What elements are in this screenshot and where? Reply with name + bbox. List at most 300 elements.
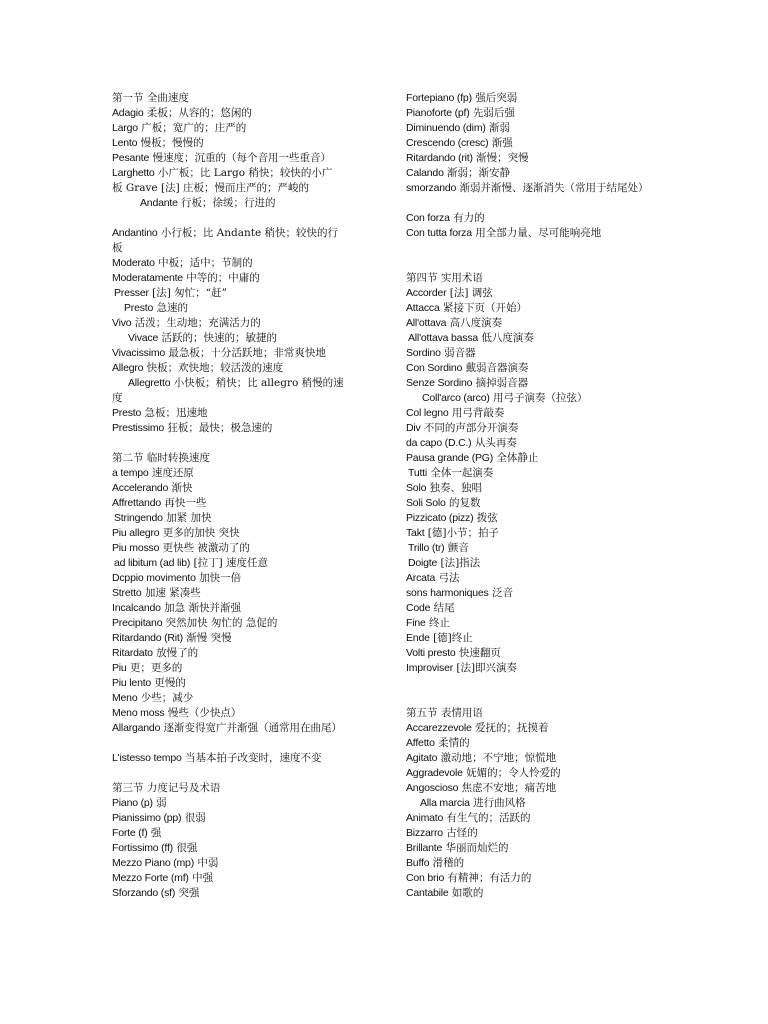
definition: 更多的加快 突快 [159, 527, 240, 539]
glossary-entry [112, 811, 352, 826]
definition: 小快板；稍快；比 allegro 稍慢的速 [170, 377, 344, 389]
term: Tutti [408, 467, 428, 479]
definition: 强后突弱 [471, 92, 518, 104]
glossary-entry [112, 601, 352, 616]
term: Doigte [408, 557, 438, 569]
glossary-entry [406, 601, 706, 616]
glossary-entry [406, 886, 706, 901]
term: sons harmoniques [406, 587, 489, 599]
definition: 摘掉弱音器 [472, 377, 529, 389]
definition: 独奏、独唱 [426, 482, 483, 494]
definition: 速度还原 [148, 467, 194, 479]
glossary-entry [112, 346, 352, 361]
term: Fortissimo (ff) [112, 842, 173, 854]
text-line [406, 706, 706, 721]
term: Pianoforte (pf) [406, 107, 470, 119]
definition: 加急 渐快并渐强 [160, 602, 241, 614]
definition: 更；更多的 [126, 662, 183, 674]
glossary-entry [406, 841, 706, 856]
definition: 泛音 [488, 587, 513, 599]
definition: [拉丁] 速度任意 [190, 557, 269, 569]
term: Ende [406, 632, 430, 644]
glossary-entry [406, 346, 706, 361]
term: Ritardando (Rit) [112, 632, 183, 644]
term: Con tutta forza [406, 227, 472, 239]
glossary-entry [406, 766, 706, 781]
term: Sordino [406, 347, 441, 359]
term: Allegro [112, 362, 144, 374]
term: All'ottava [406, 317, 447, 329]
term: Calando [406, 167, 444, 179]
definition: 活跃的；快速的；敏捷的 [158, 332, 277, 344]
glossary-entry [112, 166, 352, 181]
text-line [112, 391, 352, 406]
term: Attacca [406, 302, 440, 314]
definition: 再快一些 [160, 497, 207, 509]
definition: 中板；适中；节制的 [154, 257, 253, 269]
term: Crescendo (cresc) [406, 137, 489, 149]
definition: 快板；欢快地；较活泼的速度 [143, 362, 284, 374]
term: Ritardando (rit) [406, 152, 473, 164]
definition: 很强 [172, 842, 198, 854]
definition: 当基本拍子改变时，速度不变 [181, 752, 322, 764]
term: Vivacissimo [112, 347, 166, 359]
glossary-entry [406, 106, 706, 121]
definition: 最急板；十分活跃地；非常爽快地 [165, 347, 326, 359]
term: Accarezzevole [406, 722, 472, 734]
glossary-entry [406, 496, 706, 511]
term: Piu lento [112, 677, 152, 689]
definition: 终止 [425, 617, 450, 629]
term: Piu allegro [112, 527, 160, 539]
glossary-entry [112, 631, 352, 646]
text-line [112, 241, 352, 256]
glossary-entry [112, 481, 352, 496]
definition: 突强 [175, 887, 200, 899]
definition: 柔情的 [434, 737, 470, 749]
term: Pizzicato (pizz) [406, 512, 474, 524]
definition: 先弱后强 [469, 107, 515, 119]
definition: 加紧 加快 [162, 512, 212, 524]
right-column [406, 91, 706, 901]
definition: 的复数 [445, 497, 481, 509]
glossary-entry [406, 556, 706, 571]
definition: 少些；减少 [137, 692, 194, 704]
glossary-entry [406, 421, 706, 436]
definition: 渐慢 突慢 [182, 632, 232, 644]
glossary-entry [112, 106, 352, 121]
glossary-entry [112, 691, 352, 706]
glossary-entry [112, 796, 352, 811]
glossary-entry [112, 511, 352, 526]
glossary-entry [406, 436, 706, 451]
term: Pesante [112, 152, 150, 164]
term: Col legno [406, 407, 449, 419]
definition: 中强 [188, 872, 214, 884]
definition: 有精神；有活力的 [444, 872, 532, 884]
term: Con Sordino [406, 362, 463, 374]
glossary-entry [406, 211, 706, 226]
glossary-entry [406, 316, 706, 331]
term: Presto [112, 407, 142, 419]
term: Piu mosso [112, 542, 160, 554]
term: Senze Sordino [406, 377, 473, 389]
term: All'ottava bassa [408, 332, 479, 344]
blank-line [406, 691, 706, 706]
blank-line [112, 736, 352, 751]
glossary-entry [406, 721, 706, 736]
definition: 进行曲风格 [469, 797, 526, 809]
definition: 小行板；比 Andante 稍快；较快的行 [157, 227, 339, 239]
term: Sforzando (sf) [112, 887, 176, 899]
glossary-entry [406, 391, 706, 406]
glossary-entry [406, 796, 706, 811]
term: Dcppio movimento [112, 572, 196, 584]
term: L'istesso tempo [112, 752, 182, 764]
definition: 加快一倍 [195, 572, 242, 584]
blank-line [406, 196, 706, 211]
glossary-entry [112, 586, 352, 601]
glossary-entry [406, 181, 706, 196]
glossary-entry [112, 361, 352, 376]
glossary-entry [406, 781, 706, 796]
term: Larghetto [112, 167, 155, 179]
glossary-entry [406, 151, 706, 166]
term: Meno moss [112, 707, 165, 719]
term: Moderatamente [112, 272, 183, 284]
glossary-entry [406, 871, 706, 886]
glossary-entry [112, 376, 352, 391]
term: Div [406, 422, 421, 434]
term: Adagio [112, 107, 144, 119]
definition: [法] 匆忙；“赶” [148, 287, 227, 299]
glossary-entry [406, 661, 706, 676]
glossary-entry [112, 526, 352, 541]
definition: 慢速度；沉重的（每个音用一些重音） [149, 152, 331, 164]
term: Vivace [128, 332, 159, 344]
term: da capo (D.C.) [406, 437, 472, 449]
definition: 渐强 [488, 137, 513, 149]
definition: 全体一起演奏 [427, 467, 494, 479]
term: Improviser [406, 662, 454, 674]
blank-line [406, 256, 706, 271]
glossary-entry [112, 136, 352, 151]
line-text: 第三节 力度记号及术语 [112, 782, 221, 794]
glossary-entry [112, 466, 352, 481]
definition: 紧接下页（开始） [439, 302, 527, 314]
definition: 颤音 [444, 542, 469, 554]
definition: 更快些 被激动了的 [159, 542, 250, 554]
definition: 弱 [152, 797, 167, 809]
glossary-entry [406, 541, 706, 556]
line-text: 板 Grave [法] 庄板；慢而庄严的；严峻的 [112, 182, 310, 194]
definition: 拨弦 [473, 512, 498, 524]
definition: [德]小节；拍子 [424, 527, 499, 539]
definition: 柔板；从容的；悠闲的 [143, 107, 252, 119]
glossary-entry [112, 886, 352, 901]
term: Prestissimo [112, 422, 165, 434]
glossary-entry [112, 616, 352, 631]
glossary-entry [406, 361, 706, 376]
blank-line [406, 676, 706, 691]
text-line [112, 781, 352, 796]
term: Arcata [406, 572, 436, 584]
definition: 渐弱 [485, 122, 511, 134]
glossary-entry [406, 826, 706, 841]
term: Presser [114, 287, 149, 299]
glossary-entry [112, 496, 352, 511]
definition: 低八度演奏 [478, 332, 534, 344]
glossary-entry [112, 706, 352, 721]
term: Pianissimo (pp) [112, 812, 182, 824]
glossary-entry [112, 826, 352, 841]
text-line [112, 181, 352, 196]
term: Volti presto [406, 647, 456, 659]
term: Fortepiano (fp) [406, 92, 472, 104]
glossary-entry [112, 751, 352, 766]
glossary-entry [112, 271, 352, 286]
term: Lento [112, 137, 138, 149]
line-text: 度 [112, 392, 123, 404]
definition: 高八度演奏 [446, 317, 503, 329]
definition: 古怪的 [442, 827, 478, 839]
definition: 加速 紧凑些 [141, 587, 201, 599]
definition: 激动地；不宁地；惊慌地 [437, 752, 557, 764]
blank-line [112, 766, 352, 781]
glossary-entry [112, 121, 352, 136]
glossary-entry [112, 151, 352, 166]
glossary-entry [112, 316, 352, 331]
glossary-entry [112, 541, 352, 556]
left-column [112, 91, 352, 901]
term: Con forza [406, 212, 450, 224]
glossary-entry [406, 616, 706, 631]
glossary-entry [112, 286, 352, 301]
glossary-entry [406, 856, 706, 871]
definition: 用弓背敲奏 [448, 407, 505, 419]
glossary-entry [112, 421, 352, 436]
definition: 中等的；中庸的 [182, 272, 260, 284]
term: Cantabile [406, 887, 449, 899]
line-text: 第五节 表情用语 [406, 707, 483, 719]
term: Allargando [112, 722, 161, 734]
term: Largo [112, 122, 138, 134]
glossary-entry [406, 571, 706, 586]
definition: 突然加快 匆忙的 急促的 [162, 617, 278, 629]
term: Precipitano [112, 617, 163, 629]
definition: 如歌的 [448, 887, 484, 899]
glossary-entry [406, 166, 706, 181]
glossary-entry [406, 286, 706, 301]
definition: 有力的 [449, 212, 485, 224]
glossary-entry [112, 556, 352, 571]
term: Moderato [112, 257, 155, 269]
definition: 放慢了的 [152, 647, 199, 659]
glossary-entry [406, 511, 706, 526]
glossary-entry [406, 226, 706, 241]
glossary-entry [406, 406, 706, 421]
term: a tempo [112, 467, 149, 479]
definition: 强 [147, 827, 162, 839]
term: Vivo [112, 317, 132, 329]
definition: 焦虑不安地；痛苦地 [458, 782, 557, 794]
text-line [112, 91, 352, 106]
definition: 渐快 [168, 482, 193, 494]
definition: 慢板；慢慢的 [137, 137, 204, 149]
glossary-entry [112, 571, 352, 586]
term: Piu [112, 662, 127, 674]
definition: 用全部力量、尽可能响亮地 [471, 227, 602, 239]
definition: 活泼；生动地；充满活力的 [131, 317, 261, 329]
term: Aggradevole [406, 767, 463, 779]
glossary-entry [112, 676, 352, 691]
definition: 慢些（少快点） [164, 707, 242, 719]
line-text: 板 [112, 242, 123, 254]
definition: 滑稽的 [429, 857, 465, 869]
definition: 逐渐变得宽广并渐强（通常用在曲尾） [160, 722, 343, 734]
term: Takt [406, 527, 425, 539]
term: smorzando [406, 182, 457, 194]
term: Andante [140, 197, 178, 209]
term: Stringendo [114, 512, 163, 524]
term: Allegretto [128, 377, 171, 389]
term: Buffo [406, 857, 430, 869]
definition: 渐弱；渐安静 [443, 167, 511, 179]
term: Code [406, 602, 431, 614]
term: Diminuendo (dim) [406, 122, 486, 134]
glossary-entry [406, 736, 706, 751]
term: Ritardato [112, 647, 153, 659]
term: Andantino [112, 227, 158, 239]
term: Brillante [406, 842, 443, 854]
glossary-entry [406, 631, 706, 646]
term: Pausa grande (PG) [406, 452, 494, 464]
line-text: 第二节 临时转换速度 [112, 452, 210, 464]
text-line [112, 451, 352, 466]
definition: 行板；徐缓；行进的 [177, 197, 276, 209]
line-text: 第一节 全曲速度 [112, 92, 189, 104]
glossary-entry [406, 376, 706, 391]
glossary-entry [112, 721, 352, 736]
term: Solo [406, 482, 427, 494]
term: Soli Solo [406, 497, 446, 509]
blank-line [112, 211, 352, 226]
definition: 中弱 [194, 857, 219, 869]
definition: [法] 调弦 [446, 287, 493, 299]
glossary-entry [112, 196, 352, 211]
definition: 爱抚的；抚摸着 [471, 722, 549, 734]
text-line [406, 271, 706, 286]
definition: 渐慢；突慢 [472, 152, 529, 164]
term: Fine [406, 617, 426, 629]
glossary-entry [406, 136, 706, 151]
definition: 急速的 [153, 302, 188, 314]
definition: 小广板；比 Largo 稍快；较快的小广 [154, 167, 333, 179]
glossary-entry [406, 466, 706, 481]
glossary-entry [406, 586, 706, 601]
glossary-entry [406, 526, 706, 541]
definition: [德]终止 [429, 632, 473, 644]
glossary-entry [112, 226, 352, 241]
glossary-entry [406, 481, 706, 496]
definition: 很弱 [181, 812, 206, 824]
line-text: 第四节 实用术语 [406, 272, 483, 284]
blank-line [112, 436, 352, 451]
definition: 有生气的；活跃的 [443, 812, 531, 824]
definition: 不同的声部分开演奏 [420, 422, 519, 434]
definition: 华丽而灿烂的 [442, 842, 509, 854]
definition: 更慢的 [151, 677, 186, 689]
glossary-entry [406, 121, 706, 136]
term: Mezzo Forte (mf) [112, 872, 189, 884]
term: Accorder [406, 287, 447, 299]
definition: [法]即兴演奏 [453, 662, 518, 674]
definition: 结尾 [430, 602, 455, 614]
glossary-entry [406, 91, 706, 106]
glossary-entry [112, 646, 352, 661]
glossary-entry [406, 811, 706, 826]
term: Stretto [112, 587, 142, 599]
term: Coll'arco (arco) [422, 392, 490, 404]
term: Agitato [406, 752, 438, 764]
glossary-entry [406, 451, 706, 466]
definition: 急板；迅速地 [141, 407, 208, 419]
glossary-entry [406, 751, 706, 766]
definition: 用弓子演奏（拉弦） [489, 392, 588, 404]
term: ad libitum (ad lib) [114, 557, 191, 569]
blank-line [406, 241, 706, 256]
glossary-entry [406, 331, 706, 346]
term: Accelerando [112, 482, 169, 494]
glossary-entry [112, 406, 352, 421]
term: Animato [406, 812, 444, 824]
glossary-entry [112, 841, 352, 856]
definition: 狂板；最快；极急速的 [164, 422, 273, 434]
term: Incalcando [112, 602, 161, 614]
term: Trillo (tr) [408, 542, 445, 554]
definition: 妩媚的；令人怜爱的 [462, 767, 561, 779]
term: Forte (f) [112, 827, 148, 839]
glossary-entry [112, 871, 352, 886]
term: Meno [112, 692, 138, 704]
definition: 戴弱音器演奏 [462, 362, 529, 374]
definition: 快速翻页 [455, 647, 501, 659]
glossary-entry [406, 301, 706, 316]
definition: 全体静止 [493, 452, 539, 464]
term: Piano (p) [112, 797, 153, 809]
glossary-entry [112, 661, 352, 676]
term: Con brio [406, 872, 445, 884]
glossary-entry [112, 331, 352, 346]
definition: 弓法 [435, 572, 460, 584]
term: Affrettando [112, 497, 161, 509]
glossary-entry [406, 646, 706, 661]
glossary-entry [112, 301, 352, 316]
term: Alla marcia [420, 797, 470, 809]
term: Presto [124, 302, 154, 314]
term: Angoscioso [406, 782, 459, 794]
definition: 渐弱并渐慢、逐渐消失（常用于结尾处） [456, 182, 649, 194]
term: Mezzo Piano (mp) [112, 857, 194, 869]
definition: 从头再奏 [471, 437, 517, 449]
glossary-entry [112, 256, 352, 271]
definition: [法]指法 [437, 557, 481, 569]
term: Affetto [406, 737, 435, 749]
glossary-entry [112, 856, 352, 871]
term: Bizzarro [406, 827, 443, 839]
definition: 弱音器 [440, 347, 476, 359]
definition: 广板；宽广的；庄严的 [137, 122, 247, 134]
